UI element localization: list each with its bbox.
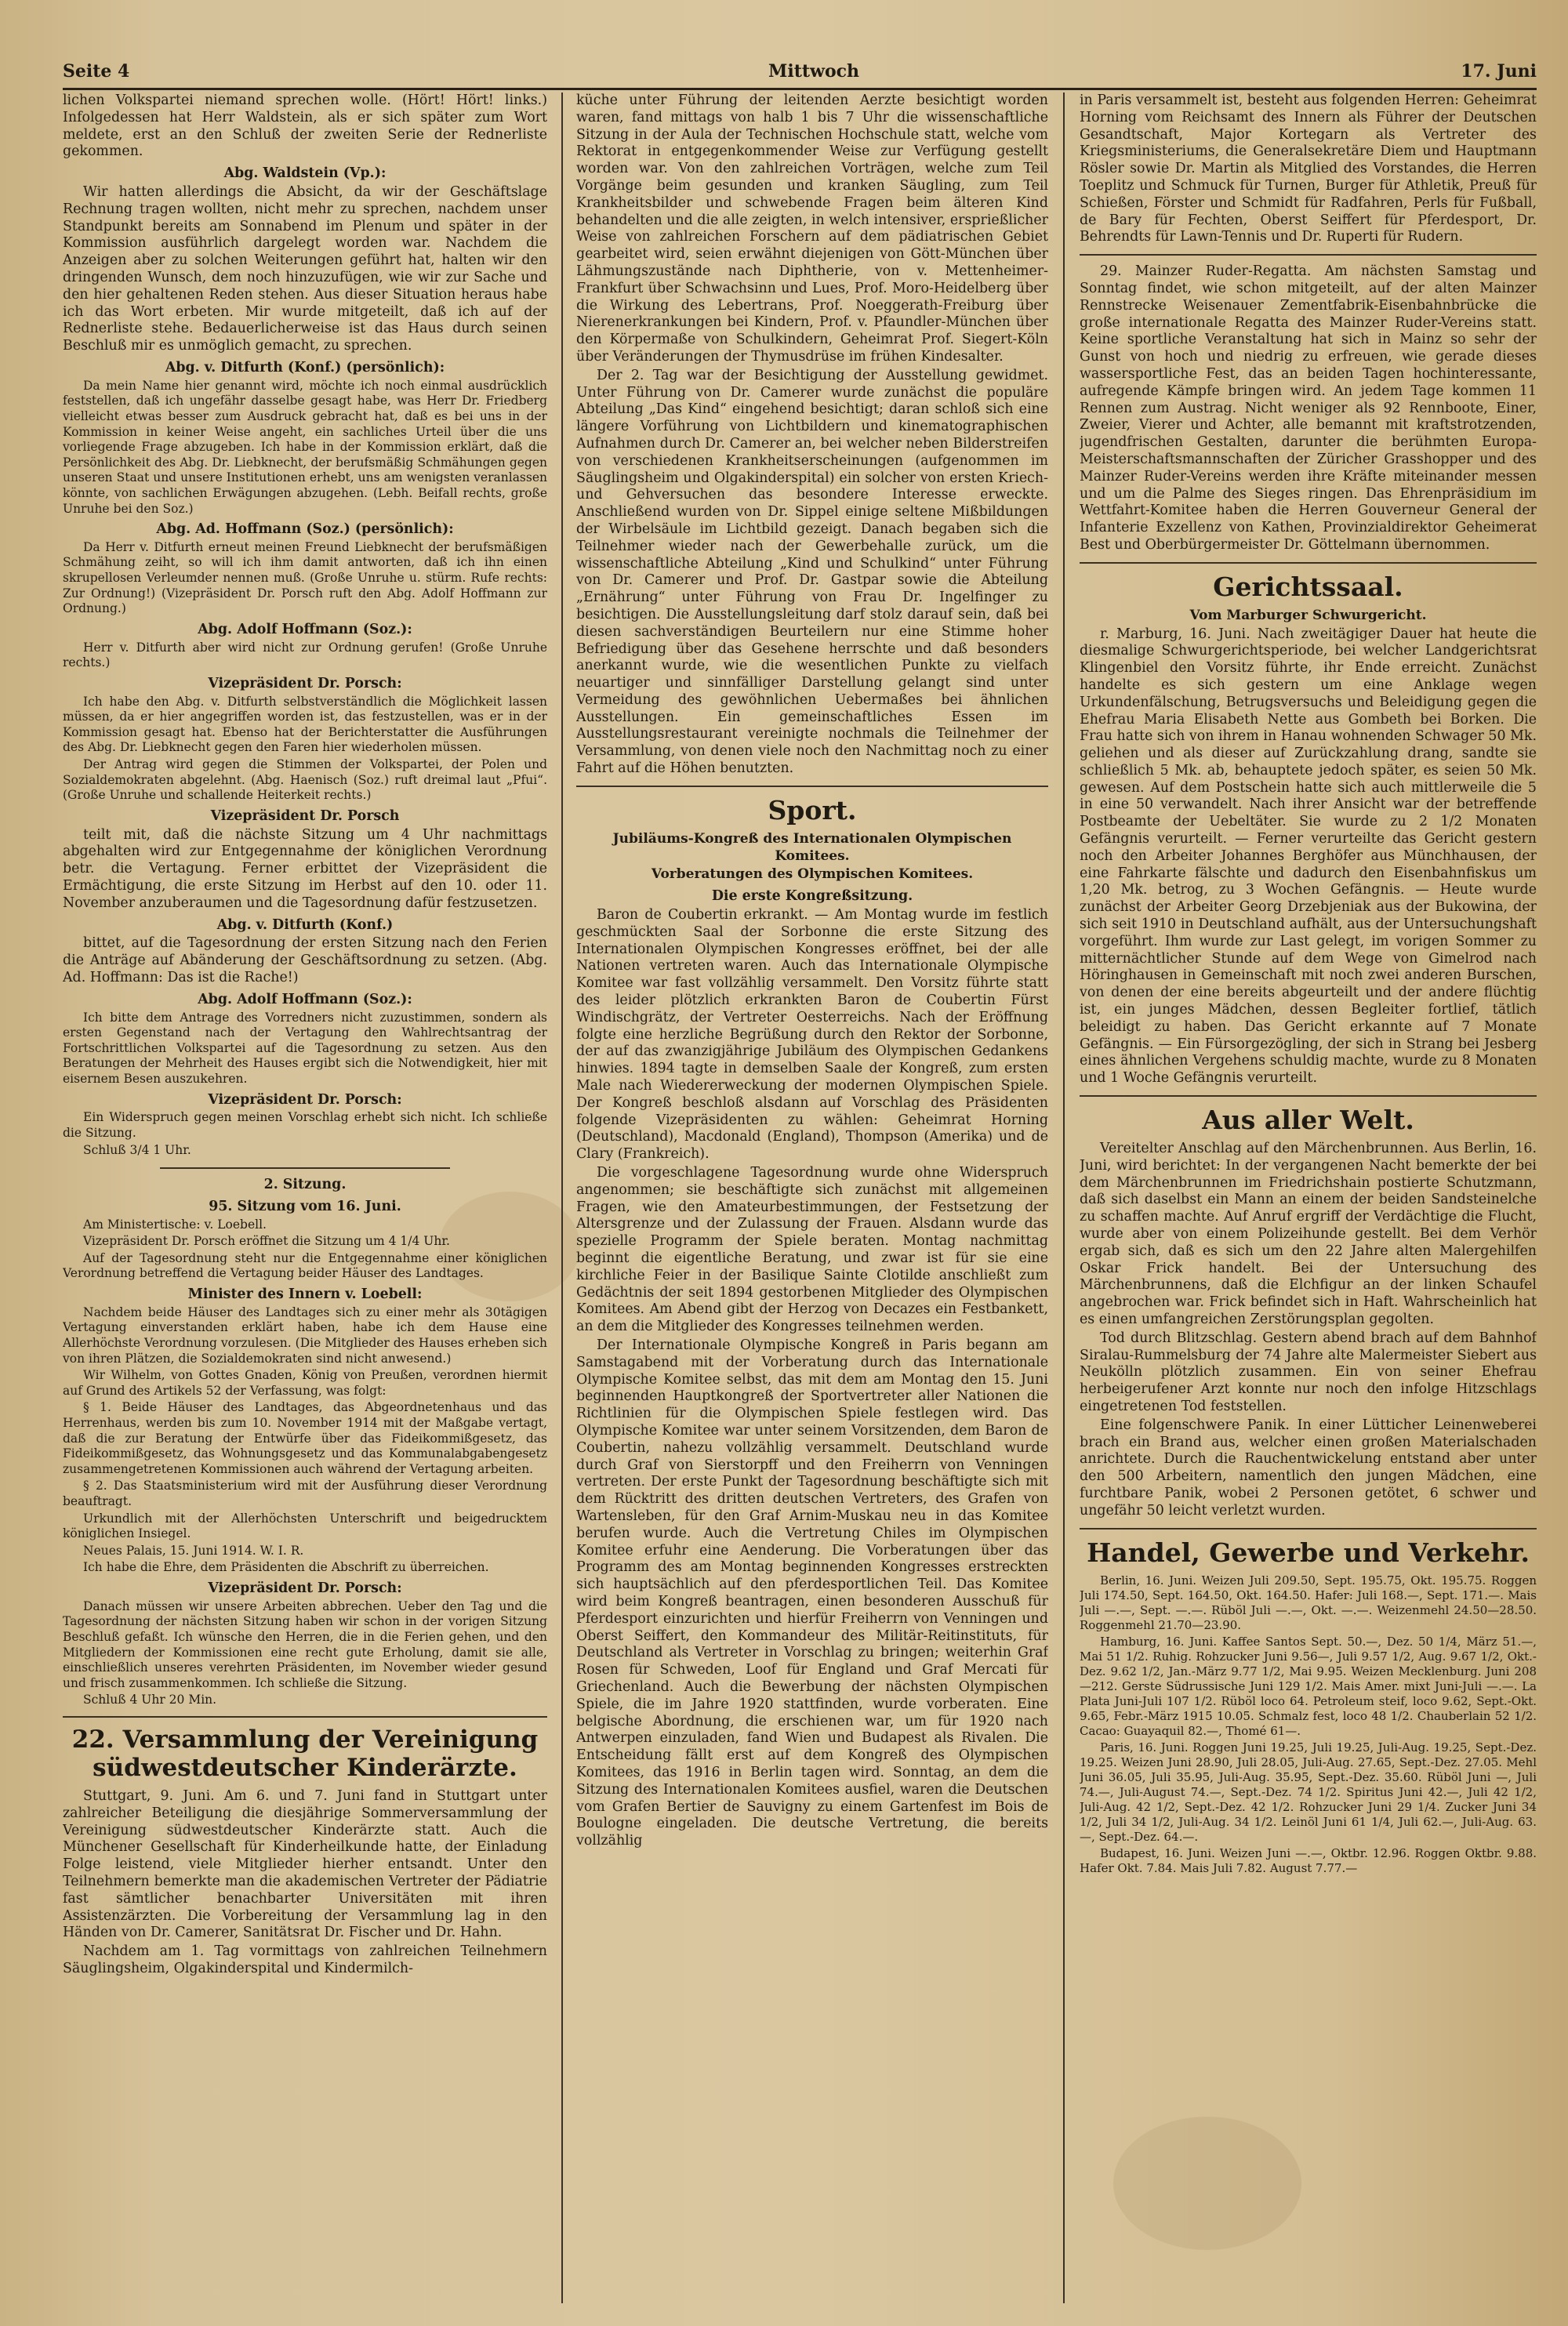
article-paragraph: Nachdem am 1. Tag vormittags von zahlreichen Teilnehmern Säuglingsheim, Olgakinderspital und Kindermilch- (63, 1943, 547, 1976)
section-divider (160, 1167, 451, 1169)
speech-paragraph: § 2. Das Staatsministerium wird mit der Ausführung dieser Verordnung beauftragt. (63, 1479, 547, 1508)
speech-paragraph: Auf der Tagesordnung steht nur die Entgegennahme einer königlichen Verordnung betreffend die Vertagung beider Häuser des Landtages. (63, 1250, 547, 1281)
header-rule (63, 88, 1537, 90)
header-weekday: Mittwoch (768, 61, 860, 82)
section-divider (1080, 254, 1537, 256)
section-heading: Aus aller Welt. (1202, 1105, 1414, 1136)
article-paragraph: 29. Mainzer Ruder-Regatta. Am nächsten Samstag und Sonntag findet, wie schon mitgeteilt, auf der alten Mainzer Rennstrecke Weisenauer Zementfabrik-Eisenbahnbrücke die große internationale Regatta des Mainzer Ruder-Vereins statt. Keine sportliche Veranstaltung hat sich in Mainz so sehr der Gunst von hoch und niedrig zu erfreuen, wie gerade dieses wassersportliche Fest, das an beiden Tagen hochinteressante, aufregende Kämpfe bringen wird. An jedem Tage kommen 11 Rennen zum Austrag. Nicht weniger als 92 Rennboote, Einer, Zweier, Vierer und Achter, alle bemannt mit kraftstrotzenden, jugendfrischen Gestalten, darunter die berühmten Europa-Meisterschaftsmannschaften der Züricher Grasshopper und des Mainzer Ruder-Vereins werden ihre Kräfte miteinander messen und um die Palme des Sieges ringen. Das Ehrenpräsidium im Wettfahrt-Komitee haben die Herren Gouverneur General der Infanterie Exzellenz von Kathen, Provinzialdirektor Geheimerat Best und Oberbürgermeister Dr. Göttelmann übernommen. (1080, 263, 1537, 553)
article-paragraph: Eine folgenschwere Panik. In einer Lütticher Leinenweberei brach ein Brand aus, welcher einen großen Materialschaden anrichtete. Durch die Rauchentwickelung entstand aber unter den 500 Arbeitern, namentlich den jungen Mädchen, eine furchtbare Panik, wobei 2 Personen getötet, 6 schwer und ungefähr 50 leicht verletzt wurden. (1080, 1417, 1537, 1519)
article-subheading: Vom Marburger Schwurgericht. (1189, 607, 1427, 623)
speech-paragraph: Nachdem beide Häuser des Landtages sich zu einer mehr als 30tägigen Vertagung einverstanden erklärt haben, habe ich dem Hause eine Allerhöchste Verordnung vorzulesen. (Die Mitglieder des Hauses erheben sich von ihren Plätzen, die Sozialdemokraten sind nicht anwesend.) (63, 1305, 547, 1366)
speech-paragraph: Ich habe die Ehre, dem Präsidenten die Abschrift zu überreichen. (83, 1560, 489, 1575)
article-subheading: Vorberatungen des Olympischen Komitees. (651, 866, 974, 883)
market-report: Budapest, 16. Juni. Weizen Juni —.—, Oktbr. 12.96. Roggen Oktbr. 9.88. Hafer Okt. 7.84. Mais Juli 7.82. August 7.77.— (1080, 1845, 1537, 1875)
section-heading: Handel, Gewerbe und Verkehr. (1087, 1537, 1530, 1568)
speech-paragraph: § 1. Beide Häuser des Landtages, das Abgeordnetenhaus und das Herrenhaus, werden bis zum 10. November 1914 mit der Maßgabe vertagt, daß die zur Beratung der Entwürfe über das Fideikommißgesetz, das Fideikommißgesetz, das Wohnungsgesetz und das Kommunalabgabengesetz zusammengetretenen Kommissionen auch während der Vertagung arbeiten. (63, 1400, 547, 1476)
speaker-heading: Abg. Waldstein (Vp.): (223, 165, 387, 182)
speaker-heading: Abg. Adolf Hoffmann (Soz.): (198, 991, 412, 1007)
speech-paragraph: Danach müssen wir unsere Arbeiten abbrechen. Ueber den Tag und die Tagesordnung der nächsten Sitzung haben wir schon in der vorigen Sitzung Beschluß gefaßt. Ich wünsche den Herren, die in die Ferien gehen, und den Mitgliedern der Kommissionen eine recht gute Erholung, damit sie alle, einschließlich unseres verehrten Präsidenten, im November wieder gesund und frisch zusammenkommen. Ich schließe die Sitzung. (63, 1598, 547, 1690)
article-paragraph: Der Internationale Olympische Kongreß in Paris begann am Samstagabend mit der Vorberatung durch das Internationale Olympische Komitee selbst, das mit dem am Montag den 15. Juni beginnenden Hauptkongreß der Sportvertreter aller Nationen die Richtlinien für die Olympischen Spiele festlegen wird. Das Olympische Komitee war unter seinem Vorsitzenden, dem Baron de Coubertin, nahezu vollzählig versammelt. Deutschland wurde durch Graf von Sierstorpff und den Freiherrn von Venningen vertreten. Der erste Punkt der Tagesordnung beschäftigte sich mit dem Rücktritt des dritten deutschen Vertreters, des Grafen von Wartensleben, für den Graf Arnim-Muskau neu in das Komitee berufen wurde. Auch die Vertretung Chiles im Olympischen Komitee erfuhr eine Aenderung. Die Vorberatungen über das Programm des am Montag beginnenden Kongresses erstreckten sich hauptsächlich auf den pferdesportlichen Teil. Das Komitee wird beim Kongreß beantragen, einen besonderen Ausschuß für Pferdesport einzurichten und hierfür Freiherrn von Venningen und Oberst Seiffert, den Kommandeur des Militär-Reitinstituts, für Deutschland als Vertreter in Vorschlag zu bringen; weiterhin Graf Rosen für Schweden, Loof für England und Graf Mercati für Griechenland. Auch die Bewerbung der nächsten Olympischen Spiele, die im Jahre 1920 stattfinden, wurde vorberaten. Eine belgische Abordnung, die erschienen war, um für 1920 nach Antwerpen einzuladen, fand Wien und Budapest als Rivalen. Die Entscheidung fällt erst auf dem Kongreß des Olympischen Komitees, das 1916 in Berlin tagen wird. Sonntag, an dem die Sitzung des Internationalen Komitees ausfiel, waren die Deutschen vom Grafen Bertier de Sauvigny zu einem Gartenfest im Bois de Boulogne eingeladen. Die deutsche Vertretung, die bereits vollzählig (576, 1337, 1048, 1849)
speaker-heading: Abg. v. Ditfurth (Konf.) (persönlich): (165, 359, 445, 376)
speech-paragraph: Schluß 4 Uhr 20 Min. (83, 1693, 217, 1707)
speech-paragraph: Ein Widerspruch gegen meinen Vorschlag erhebt sich nicht. Ich schließe die Sitzung. (63, 1110, 547, 1140)
article-paragraph: küche unter Führung der leitenden Aerzte besichtigt worden waren, fand mittags von halb 1 bis 7 Uhr die wissenschaftliche Sitzung in der Aula der Technischen Hochschule statt, welche vom Rektorat in entgegenkommender Weise zur Verfügung gestellt worden war. Von den zahlreichen Vorträgen, welche zum Teil Vorgänge beim gesunden und kranken Säugling, zum Teil Krankheitsbilder und schwebende Fragen beim älteren Kind behandelten und die alle zeigten, in welch intensiver, ersprießlicher Weise von zahlreichen Forschern auf dem pädiatrischen Gebiet gearbeitet wird, seien erwähnt diejenigen von Gött-München über Lähmungszustände nach Diphtherie, von v. Mettenheimer-Frankfurt über Schwachsinn und Lues, Prof. Moro-Heidelberg über die Wirkung des Lebertrans, Prof. Noeggerath-Freiburg über Nierenerkrankungen bei Kindern, Prof. v. Pfaundler-München über den Körpermaße von Schulkindern, Geheimrat Prof. Siegert-Köln über Veränderungen der Thymusdrüse im frühen Kindesalter. (576, 93, 1048, 365)
speaker-heading: Vizepräsident Dr. Porsch (210, 807, 400, 824)
section-heading: Gerichtssaal. (1213, 571, 1403, 602)
page-header (63, 61, 1537, 88)
article-paragraph: bittet, auf die Tagesordnung der ersten Sitzung nach den Ferien die Anträge auf Abänderung der Geschäftsordnung zu setzen. (Abg. Ad. Hoffmann: Das ist die Rache!) (63, 935, 547, 985)
market-report: Paris, 16. Juni. Roggen Juni 19.25, Juli 19.25, Juli-Aug. 19.25, Sept.-Dez. 19.25. Weizen Juni 28.90, Juli 28.05, Juli-Aug. 27.65, Sept.-Dez. 27.05. Mehl Juni 36.05, Juli 35.95, Juli-Aug. 35.95, Sept.-Dez. 35.60. Rüböl Juni —, Juli 74.—, Juli-August 74.—, Sept.-Dez. 74 1/2. Spiritus Juni 42.—, Juli 42 1/2, Juli-Aug. 42 1/2, Sept.-Dez. 42 1/2. Rohzucker Juni 29 1/4. Zucker Juni 34 1/2, Juli 34 1/2, Juli-Aug. 34 1/2. Leinöl Juni 61 1/4, Juli 62.—, Juli-Aug. 63.—, Sept.-Dez. 64.—. (1080, 1740, 1537, 1844)
column-2 (576, 93, 1048, 2303)
speech-paragraph: Da Herr v. Ditfurth erneut meinen Freund Liebknecht der berufsmäßigen Schmähung zeiht, so will ich ihm damit antworten, daß ich ihn einen skrupellosen Verleumder nennen muß. (Große Unruhe u. stürm. Rufe rechts: Zur Ordnung!) (Vizepräsident Dr. Porsch ruft den Abg. Adolf Hoffmann zur Ordnung.) (63, 539, 547, 616)
speaker-heading: Abg. Ad. Hoffmann (Soz.) (persönlich): (156, 521, 454, 538)
article-paragraph: r. Marburg, 16. Juni. Nach zweitägiger Dauer hat heute die diesmalige Schwurgerichtsperiode, bei welcher Landgerichtsrat Klingenbiel den Vorsitz führte, ihr Ende erreicht. Zunächst handelte es sich gestern um eine Anklage wegen Urkundenfälschung, Betrugsversuchs und Beleidigung gegen die Ehefrau Maria Elisabeth Nette aus Gombeth bei Borken. Die Frau hatte sich von ihrem in Hanau wohnenden Schwager 50 Mk. geliehen und als dieser auf Zurückzahlung drang, sandte sie schließlich 5 Mk. ab, behauptete jedoch später, es seien 50 Mk. gewesen. Auf dem Postschein hatte sich auch mittlerweile die 5 in eine 50 verwandelt. Nach ihrer Ansicht war der betreffende Postbeamte der Uebeltäter. Sie wurde zu 2 1/2 Monaten Gefängnis verurteilt. — Ferner verurteilte das Gericht gestern noch den Arbeiter Johannes Berghöfer aus Münchhausen, der eine Fahrkarte fälschte und dadurch den Eisenbahnfiskus um 1,20 Mk. betrog, zu 3 Wochen Gefängnis. — Heute wurde zunächst der Arbeiter Georg Drzebjeniak aus der Bukowina, der sich seit 1910 in Deutschland aufhält, aus der Untersuchungshaft vorgeführt. Ihm wurde zur Last gelegt, im vorigen Sommer zu mitternächtlicher Stunde auf dem Wege von Gimelrod nach Höringhausen in Gemeinschaft mit noch zwei anderen Burschen, von denen der eine bereits abgeurteilt und der andere flüchtig ist, ein junges Mädchen, dessen Begleiter fortlief, tätlich beleidigt zu haben. Das Gericht erkannte auf 7 Monate Gefängnis. — Ein Fürsorgezögling, der sich in Strang bei Jesberg eines ähnlichen Vergehens schuldig machte, wurde zu 8 Monaten und 1 Woche Gefängnis verurteilt. (1080, 626, 1537, 1087)
header-date: 17. Juni (1461, 61, 1537, 82)
speaker-heading: Vizepräsident Dr. Porsch: (208, 1580, 402, 1596)
speech-paragraph: Der Antrag wird gegen die Stimmen der Volkspartei, der Polen und Sozialdemokraten abgelehnt. (Abg. Haenisch (Soz.) ruft dreimal laut „Pfui“. (Große Unruhe und schallende Heiterkeit rechts.) (63, 757, 547, 803)
speaker-heading: Minister des Innern v. Loebell: (187, 1286, 423, 1303)
article-paragraph: in Paris versammelt ist, besteht aus folgenden Herren: Geheimrat Horning vom Reichsamt des Innern als Führer der Deutschen Gesandtschaft, Major Kortegarn als Vertreter des Kriegsministeriums, die Generalsekretäre Diem und Hauptmann Rösler sowie Dr. Martin als Mitglied des Vorstandes, die Herren Toeplitz und Schmuck für Turnen, Burger für Athletik, Preuß für Schießen, Förster und Schmidt für Radfahren, Perls für Fußball, de Bary für Fechten, Oberst Seiffert für Pferdesport, Dr. Behrendts für Lawn-Tennis und Dr. Ruperti für Rudern. (1080, 93, 1537, 245)
article-subheading: Jubiläums-Kongreß des Internationalen Olympischen Komitees. (612, 830, 1012, 864)
section-divider (1080, 1095, 1537, 1097)
market-report: Berlin, 16. Juni. Weizen Juli 209.50, Sept. 195.75, Okt. 195.75. Roggen Juli 174.50, Sept. 164.50, Okt. 164.50. Hafer: Juli 168.—, Sept. 171.—. Mais Juli —.—, Sept. —.—. Rüböl Juli —.—, Okt. —.—. Weizenmehl 24.50—28.50. Roggenmehl 21.70—23.90. (1080, 1573, 1537, 1632)
article-paragraph: Tod durch Blitzschlag. Gestern abend brach auf dem Bahnhof Siralau-Rummelsburg der 74 Jahre alte Malermeister Siebert aus Neukölln plötzlich zusammen. Ein von seiner Ehefrau herbeigerufener Arzt konnte nur noch den infolge Hitzschlags eingetretenen Tod feststellen. (1080, 1330, 1537, 1414)
speaker-heading: Vizepräsident Dr. Porsch: (208, 1091, 402, 1108)
column-1 (63, 93, 547, 2303)
speaker-heading: Abg. v. Ditfurth (Konf.) (216, 916, 394, 933)
speech-paragraph: Ich habe den Abg. v. Ditfurth selbstverständlich die Möglichkeit lassen müssen, da er hier angegriffen worden ist, das festzustellen, was er in der Kommission gesagt hat. Ebenso hat der Berichterstatter die Ausführungen des Abg. Dr. Liebknecht gegen den Faren hier wiederholen müssen. (63, 694, 547, 755)
speaker-heading: Vizepräsident Dr. Porsch: (208, 675, 402, 691)
speech-paragraph: Herr v. Ditfurth aber wird nicht zur Ordnung gerufen! (Große Unruhe rechts.) (63, 640, 547, 670)
article-paragraph: Die vorgeschlagene Tagesordnung wurde ohne Widerspruch angenommen; sie beschäftigte sich zunächst mit allgemeinen Fragen, wie den Amateurbestimmungen, der Festsetzung der Altersgrenze und der Zulassung der Frauen. Alsdann wurde das spezielle Programm der Spiele beraten. Montag nachmittag beginnt die eigentliche Beratung, und zwar ist für sie eine kirchliche Feier in der Basilique Sainte Clotilde anschließt zum Gedächtnis der seit 1894 gestorbenen Mitglieder des Olympischen Komitees. Am Abend gibt der Herzog von Decazes ein Festbankett, an dem die Mitglieder des Kongresses teilnehmen werden. (576, 1165, 1048, 1335)
speaker-heading: 2. Sitzung. (263, 1177, 347, 1193)
section-divider (576, 786, 1048, 787)
article-paragraph: Wir hatten allerdings die Absicht, da wir der Geschäftslage Rechnung tragen wollten, nicht mehr zu sprechen, nachdem unser Standpunkt bereits am Sonnabend im Plenum und später in der Kommission ausführlich dargelegt worden war. Nachdem die Anzeigen aber zu solchen Weiterungen geführt hat, halten wir den dringenden Wunsch, dem noch hinzuzufügen, wie wir zur Sache und den hier gehaltenen Reden stehen. Aus dieser Situation heraus habe ich das Wort erbeten. Mir wurde mitgeteilt, daß ich auf der Rednerliste stehe. Bedauerlicherweise ist das Haus durch seinen Beschluß mir es unmöglich gemacht, zu sprechen. (63, 183, 547, 354)
section-divider (63, 1716, 547, 1718)
speech-paragraph: Neues Palais, 15. Juni 1914. W. I. R. (83, 1543, 304, 1558)
market-report: Hamburg, 16. Juni. Kaffee Santos Sept. 50.—, Dez. 50 1/4, März 51.—, Mai 51 1/2. Ruhig. Rohzucker Juni 9.56—, Juli 9.57 1/2, Aug. 9.67 1/2, Okt.-Dez. 9.62 1/2, Jan.-März 9.77 1/2, Mai 9.95. Weizen Mecklenburg. Juni 208—212. Gerste Südrussische Juni 129 1/2. Mais Amer. mixt Juni-Juli —.—. La Plata Juni-Juli 107 1/2. Rüböl loco 64. Petroleum steif, loco 9.62, Sept.-Okt. 9.65, Febr.-März 1915 10.05. Schmalz fest, loco 48 1/2. Chauberlain 52 1/2. Cacao: Guayaquil 82.—, Thomé 61—. (1080, 1634, 1537, 1738)
speech-paragraph: Wir Wilhelm, von Gottes Gnaden, König von Preußen, verordnen hiermit auf Grund des Artikels 52 der Verfassung, was folgt: (63, 1368, 547, 1398)
article-headline: 22. Versammlung der Vereinigung südwestdeutscher Kinderärzte. (71, 1725, 539, 1782)
article-paragraph: Vereitelter Anschlag auf den Märchenbrunnen. Aus Berlin, 16. Juni, wird berichtet: In der vergangenen Nacht bemerkte der bei dem Märchenbrunnen im Friedrichshain postierte Schutzmann, daß sich daselbst ein Mann an einem der beiden Sandsteinelche zu schaffen machte. Auf Anruf ergriff der Verdächtige die Flucht, wurde aber von einem Polizeihunde gestellt. Bei dem Verhör ergab sich, daß es sich um den 22 Jahre alten Malergehilfen Oskar Frick handelt. Bei der Untersuchung des Märchenbrunnens, daß die Elchfigur an der linken Schaufel angebrochen war. Frick befindet sich in Haft. Wahrscheinlich hat es einen umfangreichen Zerstörungsplan gegolten. (1080, 1141, 1537, 1327)
speech-paragraph: Am Ministertische: v. Loebell. (83, 1217, 267, 1232)
speech-paragraph: Urkundlich mit der Allerhöchsten Unterschrift und beigedrucktem königlichen Insiegel. (63, 1511, 547, 1541)
column-rule (1063, 93, 1065, 2303)
article-paragraph: Der 2. Tag war der Besichtigung der Ausstellung gewidmet. Unter Führung von Dr. Camerer wurde zunächst die populäre Abteilung „Das Kind“ eingehend besichtigt; daran schloß sich eine längere Vorführung von Lichtbildern und kinematographischen Aufnahmen durch Dr. Camerer an, bei welcher neben Bilderstreifen von verschiedenen Krankheitserscheinungen (aufgenommen im Säuglingsheim und Olgakinderspital) ein solcher von ersten Kriech- und Gehversuchen das besondere Interesse erweckte. Anschließend wurden von Dr. Sippel einige seltene Mißbildungen der Wirbelsäule im Lichtbild gezeigt. Danach begaben sich die Teilnehmer wieder nach der Gewerbehalle zurück, um die wissenschaftliche Abteilung „Kind und Schulkind“ unter Führung von Dr. Camerer und Prof. Dr. Gastpar sowie die Abteilung „Ernährung“ unter Führung von Frau Dr. Ingelfinger zu besichtigen. Die Ausstellungsleitung darf stolz darauf sein, daß bei diesen sachverständigen Beurteilern nur eine Stimme hoher Befriedigung über das Gesehene herrschte und daß besonders anerkannt wurde, wie die wesentlichen Punkte zu vielfach neuartiger und sinnfälliger Darstellung gelangt sind unter Vermeidung des gewöhnlichen Uebermaßes bei ähnlichen Ausstellungen. Ein gemeinschaftliches Essen im Ausstellungsrestaurant vereinigte nochmals die Teilnehmer der Versammlung, von denen viele noch den Nachmittag noch zu einer Fahrt auf die Höhen benutzten. (576, 367, 1048, 777)
article-paragraph: lichen Volkspartei niemand sprechen wolle. (Hört! Hört! links.) Infolgedessen hat Herr Waldstein, als er sich später zum Wort meldete, erst an den Schluß der zweiten Serie der Rednerliste gekommen. (63, 93, 547, 160)
speaker-heading: Die erste Kongreßsitzung. (711, 888, 913, 905)
speaker-heading: 95. Sitzung vom 16. Juni. (209, 1198, 401, 1214)
speech-paragraph: Schluß 3/4 1 Uhr. (83, 1142, 191, 1157)
column-3 (1080, 93, 1537, 2303)
column-rule (561, 93, 563, 2303)
speech-paragraph: Ich bitte dem Antrage des Vorredners nicht zuzustimmen, sondern als ersten Gegenstand nach der Vertagung den Wahlrechtsantrag der Fortschrittlichen Volkspartei auf die Tagesordnung zu setzen. Aus den Beratungen der Mehrheit des Hauses ergibt sich die Notwendigkeit, hier mit eisernem Besen auszukehren. (63, 1010, 547, 1086)
section-divider (1080, 562, 1537, 564)
article-paragraph: teilt mit, daß die nächste Sitzung um 4 Uhr nachmittags abgehalten wird zur Entgegennahme der königlichen Verordnung betr. die Vertagung. Ferner erbittet der Vizepräsident die Ermächtigung, die erste Sitzung im Herbst auf den 10. oder 11. November anzuberaumen und die Tagesordnung dafür festzusetzen. (63, 826, 547, 911)
article-paragraph: Baron de Coubertin erkrankt. — Am Montag wurde im festlich geschmückten Saal der Sorbonne die erste Sitzung des Internationalen Olympischen Kongresses eröffnet, bei der alle Nationen vertreten waren. Auch das Internationale Olympische Komitee war fast vollzählig versammelt. Den Vorsitz führte statt des leider plötzlich erkrankten Baron de Coubertin Fürst Windischgrätz, der Vertreter Oesterreichs. Nach der Eröffnung folgte eine herzliche Begrüßung durch den Rektor der Sorbonne, der auf das zwanzigjährige Jubiläum des Olympischen Gedankens hinwies. 1894 tagte in demselben Saale der Kongreß, zum ersten Male nach Wiedererweckung der modernen Olympischen Spiele. Der Kongreß beschloß alsdann auf Vorschlag des Präsidenten folgende Vizepräsidenten zu wählen: Geheimrat Horning (Deutschland), Macdonald (England), Thompson (Amerika) und de Clary (Frankreich). (576, 907, 1048, 1163)
section-divider (1080, 1528, 1537, 1529)
header-page-number: Seite 4 (63, 61, 130, 82)
speaker-heading: Abg. Adolf Hoffmann (Soz.): (198, 621, 412, 637)
speech-paragraph: Da mein Name hier genannt wird, möchte ich noch einmal ausdrücklich feststellen, daß ich ungefähr dasselbe gesagt habe, was Herr Dr. Friedberg vielleicht etwas besser zum Ausdruck gebracht hat, daß es bei uns in der Kommission in keiner Weise angeht, ein sachliches Urteil über die uns vorliegende Frage abzugeben. Ich habe in der Kommission erklärt, daß die Persönlichkeit des Abg. Dr. Liebknecht, der berufsmäßig Schmähungen gegen unseren Staat und unsere Institutionen erhebt, uns am wenigsten veranlassen könnte, von sachlichen Erwägungen abzugehen. (Lebh. Beifall rechts, große Unruhe bei den Soz.) (63, 378, 547, 516)
speech-paragraph: Vizepräsident Dr. Porsch eröffnet die Sitzung um 4 1/4 Uhr. (83, 1234, 450, 1249)
section-heading: Sport. (768, 794, 857, 826)
article-paragraph: Stuttgart, 9. Juni. Am 6. und 7. Juni fand in Stuttgart unter zahlreicher Beteiligung die diesjährige Sommerversammlung der Vereinigung südwestdeutscher Kinderärzte statt. Auch die Münchener Gesellschaft für Kinderheilkunde hatte, der Einladung Folge leistend, viele Mitglieder hierher entsandt. Unter den Teilnehmern bemerkte man die akademischen Vertreter der Pädiatrie fast sämtlicher benachbarter Universitäten mit ihren Assistenzärzten. Die Vorbereitung der Versammlung lag in den Händen von Dr. Camerer, Sanitätsrat Dr. Fischer und Dr. Hahn. (63, 1787, 547, 1941)
